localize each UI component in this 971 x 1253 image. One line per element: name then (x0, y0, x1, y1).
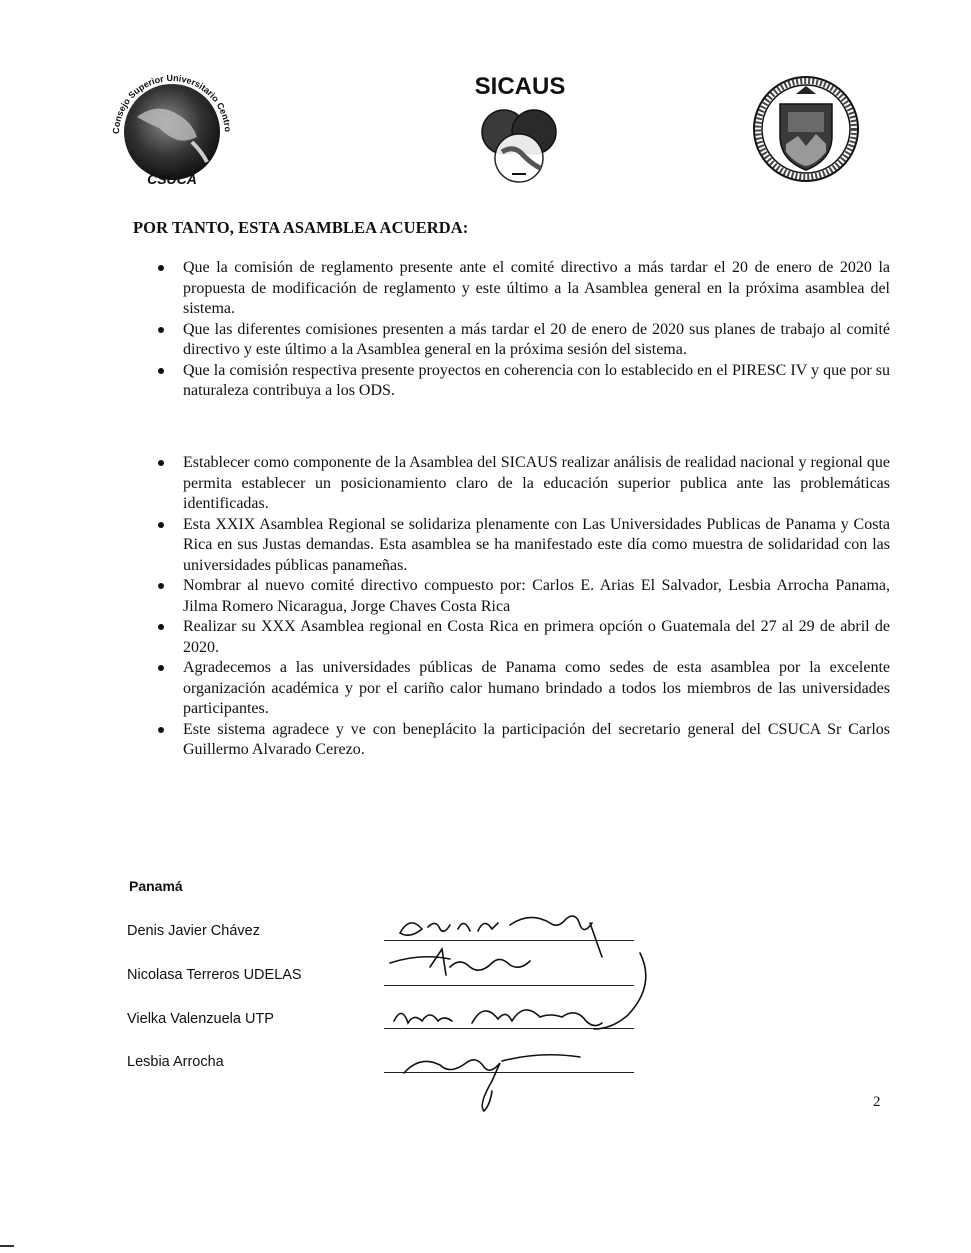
signer-name: Vielka Valenzuela UTP (127, 1011, 274, 1027)
agreement-item: Establecer como componente de la Asamblea del SICAUS realizar análisis de realidad nacional y regional que permita establecer un posicionamiento claro de la educación superior publica ante las problemáticas identificadas. (150, 453, 890, 515)
agreement-item: Que las diferentes comisiones presenten a más tardar el 20 de enero de 2020 sus planes de trabajo al comité directivo y este último a la Asamblea general en la próxima sesión del sistema. (150, 320, 890, 361)
page-number: 2 (873, 1094, 881, 1110)
agreement-item: Nombrar al nuevo comité directivo compuesto por: Carlos E. Arias El Salvador, Lesbia Arrocha Panama, Jilma Romero Nicaragua, Jorge Chaves Costa Rica (150, 576, 890, 617)
csuca-ring-text: Consejo Superior Universitario Centro (110, 72, 234, 135)
resolution-heading: POR TANTO, ESTA ASAMBLEA ACUERDA: (133, 218, 469, 237)
agreement-item: Que la comisión de reglamento presente ante el comité directivo a más tardar el 20 de enero de 2020 la propuesta de modificación de reglamento y este último a la Asamblea general en la próxima asamblea del sistema. (150, 258, 890, 320)
signer-name: Denis Javier Chávez (127, 923, 260, 939)
handwritten-signatures (380, 905, 670, 1115)
csuca-acronym: CSUCA (147, 171, 197, 187)
agreements-list-2 (150, 453, 890, 761)
signer-name: Nicolasa Terreros UDELAS (127, 967, 302, 983)
agreement-item: Esta XXIX Asamblea Regional se solidariza plenamente con Las Universidades Publicas de Panama y Costa Rica en sus Justas demandas. Esta asamblea se ha manifestado este día como muestra de solidaridad con las universidades públicas panameñas. (150, 515, 890, 577)
corner-mark (0, 1245, 14, 1247)
agreement-item: Este sistema agradece y ve con beneplácito la participación del secretario general del CSUCA Sr Carlos Guillermo Alvarado Cerezo. (150, 720, 890, 761)
signature-country: Panamá (129, 878, 183, 894)
sicaus-logo (452, 72, 592, 192)
agreement-item: Agradecemos a las universidades públicas de Panama como sedes de esta asamblea por la excelente organización académica y por el cariño calor humano brindado a todos los miembros de las universidades participantes. (150, 658, 890, 720)
agreement-item: Realizar su XXX Asamblea regional en Costa Rica en primera opción o Guatemala del 27 al 29 de abril de 2020. (150, 617, 890, 658)
sicaus-title: SICAUS (474, 73, 566, 100)
csuca-logo (97, 62, 247, 192)
agreements-list-1 (150, 258, 890, 402)
signer-name: Lesbia Arrocha (127, 1054, 224, 1070)
agreement-item: Que la comisión respectiva presente proyectos en coherencia con lo establecido en el PIRESC IV y que por su naturaleza contribuya a los ODS. (150, 361, 890, 402)
university-seal-icon (750, 74, 862, 184)
